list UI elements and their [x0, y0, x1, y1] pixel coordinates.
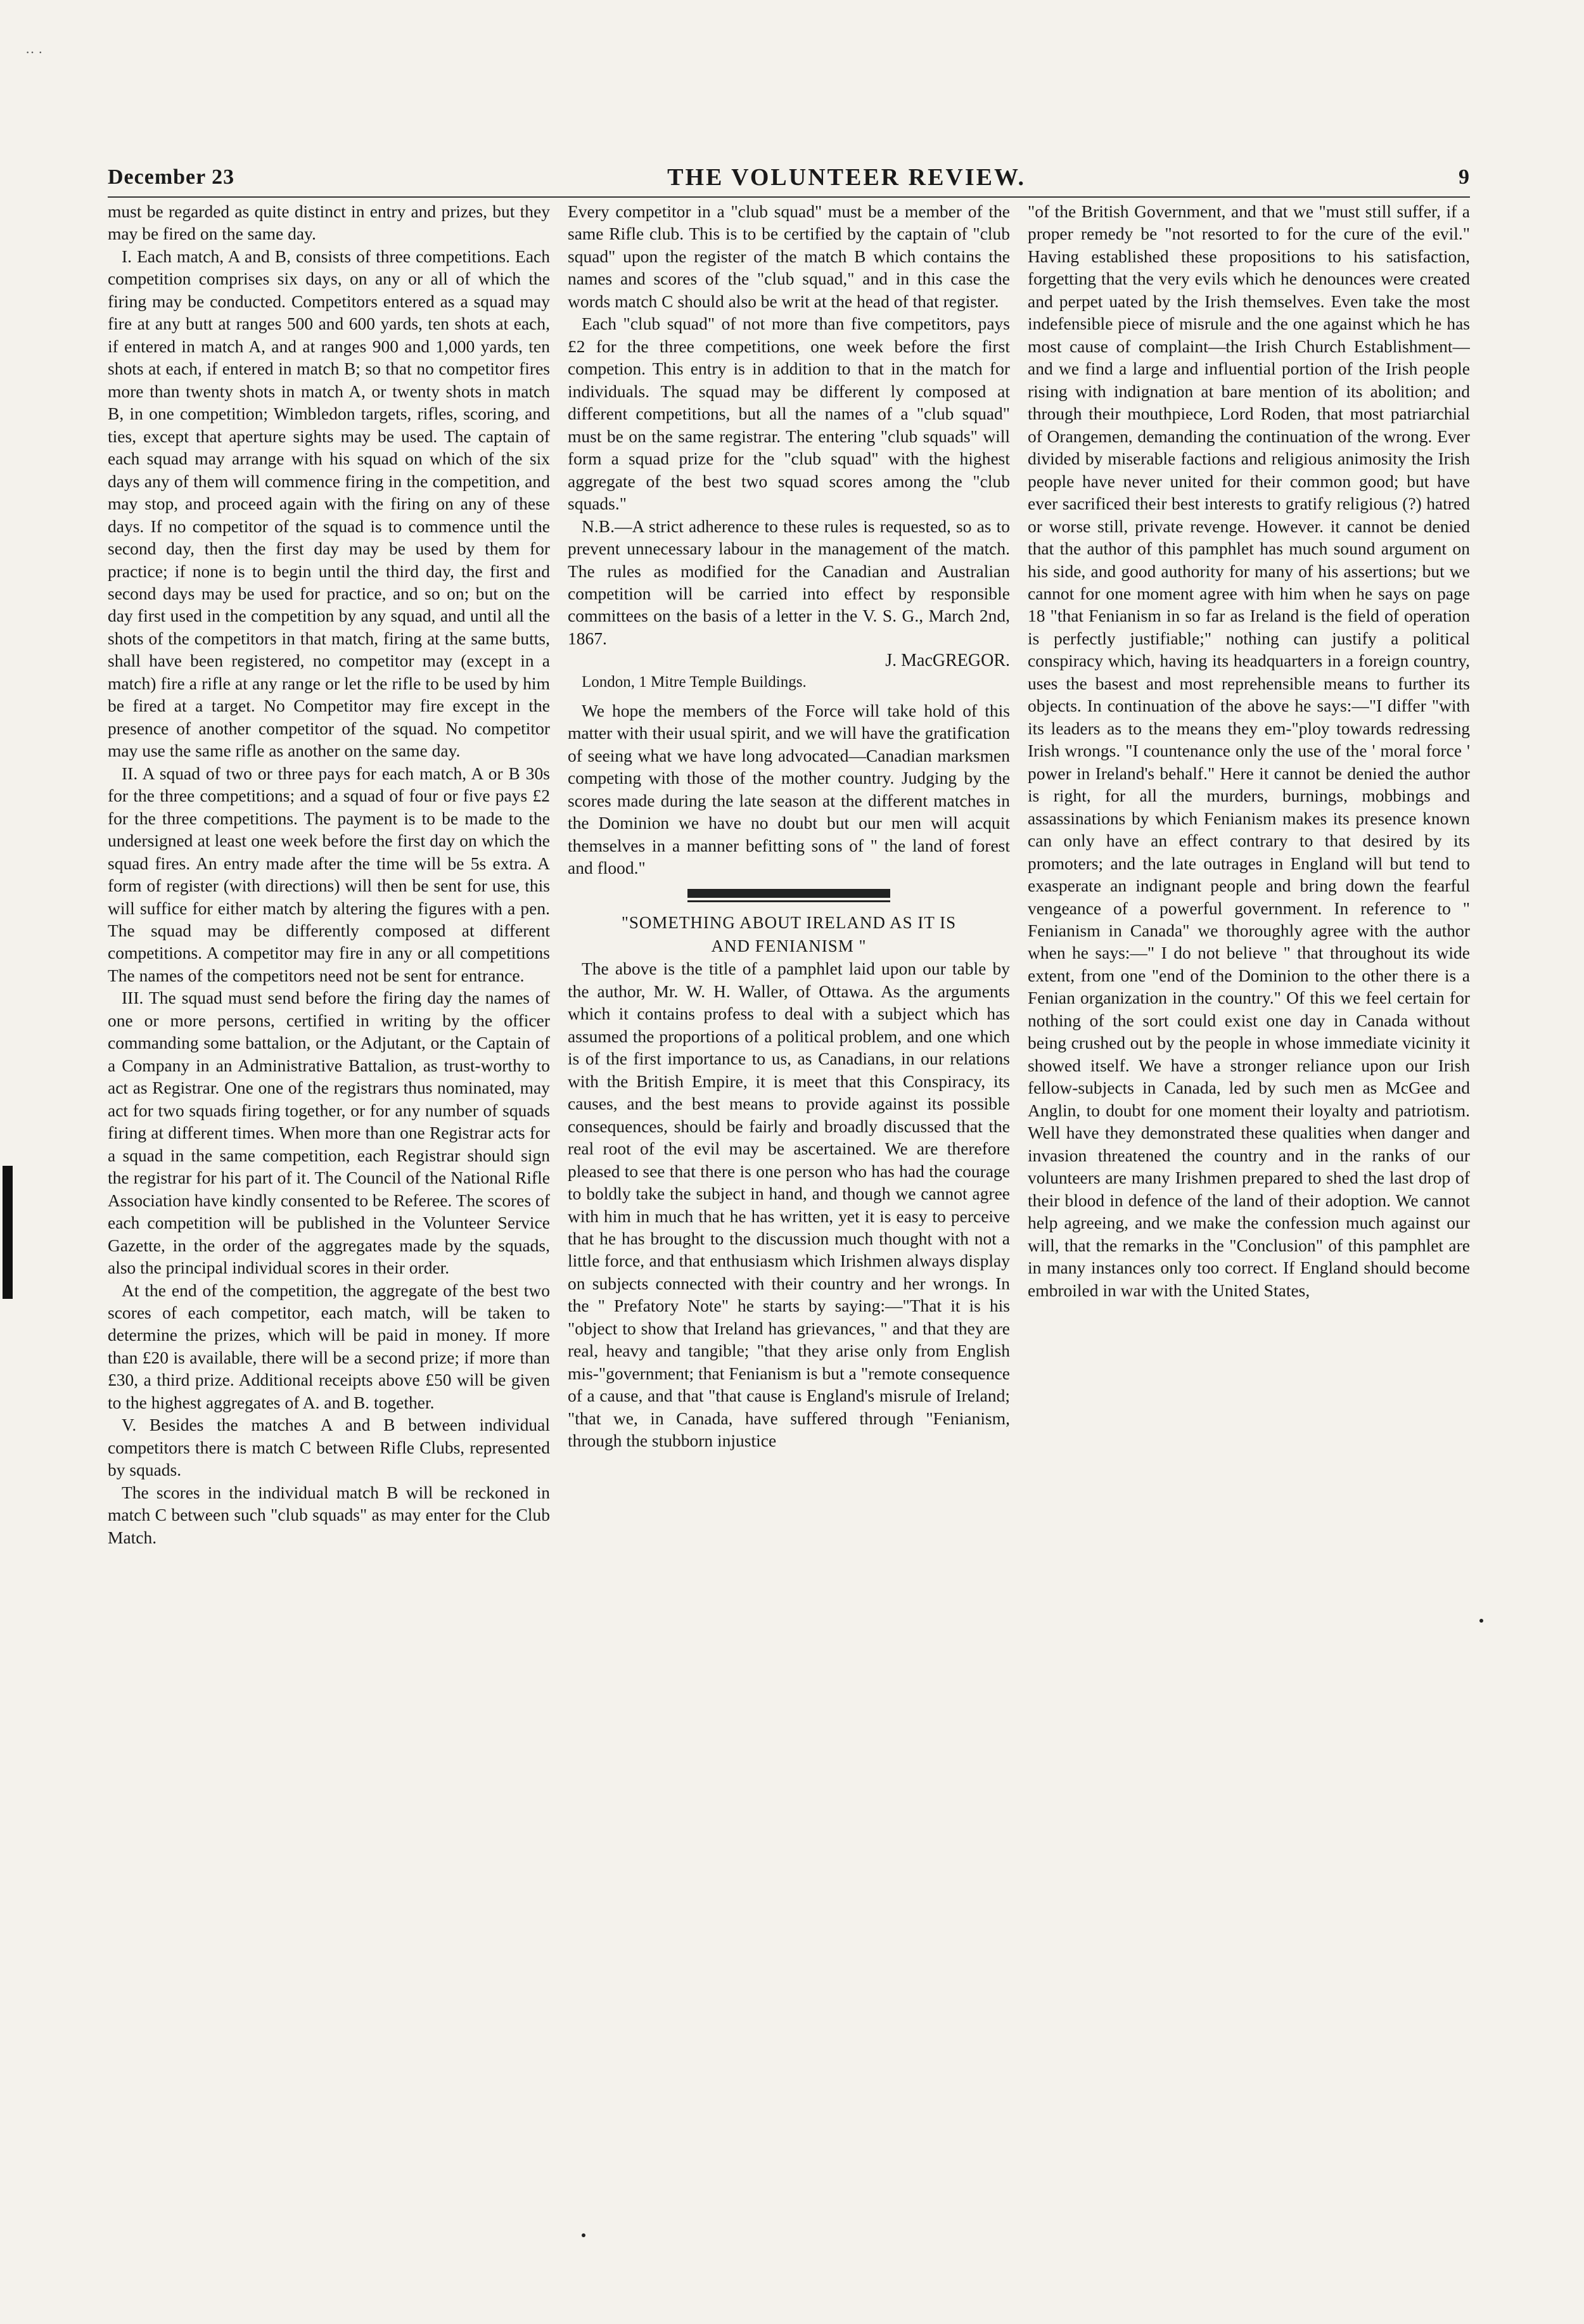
stray-dot — [582, 2233, 585, 2237]
ink-smudge — [3, 1166, 13, 1299]
article-heading — [568, 911, 1010, 957]
stray-dot — [1479, 1619, 1483, 1623]
newspaper-page — [108, 158, 1470, 2199]
text-columns — [108, 200, 1470, 2196]
paragraph: N.B.—A strict adherence to these rules is requested, so as to prevent unnecessary labour in the management of the match. The rules as modified for the Canadian and Australian competition will be carried into effect by responsible committees on the basis of a letter in the V. S. G., March 2nd, 1867. — [568, 516, 1010, 648]
section-divider — [687, 889, 890, 902]
header-title: THE VOLUNTEER REVIEW. — [667, 164, 1026, 191]
signature: J. MacGREGOR. — [885, 651, 1010, 671]
header-date: December 23 — [108, 165, 235, 189]
paragraph: The above is the title of a pamphlet laid upon our table by the author, Mr. W. H. Waller, of Ottawa. As the arguments which it contains profess to deal with a subject which has assumed the proportions of a political problem, and one which is of the first importance to us, as Canadians, in our relations with the British Empire, it is meet that this Conspiracy, its causes, and the best means to provide against its possible consequences, should be fairly and broadly discussed that the real root of the evil may be ascertained. We are therefore pleased to see that there is one person who has had the courage to boldly take the subject in hand, and though we cannot agree with him in much that he has written, yet it is easy to perceive that he has brought to the discussion much thought with not a little force, and that enthusiasm which Irishmen always display on subjects connected with their country and her wrongs. In the " Prefatory Note" he starts by saying:—"That it is his "object to show that Ireland has grievances, " and that they are real, heavy and tangible; "that they arise only from English mis-"government; that Fenianism is but a "remote consequence of a cause, and that "that cause is England's misrule of Ireland; "that we, in Canada, have suffered through "Fenianism, through the stubborn injustice — [568, 959, 1010, 1451]
page-corner-mark: ·· · — [25, 44, 43, 60]
paragraph: V. Besides the matches A and B between individual competitors there is match C between Rifle Clubs, represented by squads. — [108, 1415, 550, 1480]
article-heading-line: "SOMETHING ABOUT IRELAND AS IT IS — [621, 913, 957, 933]
paragraph: The scores in the individual match B will be reckoned in match C between such "club squads" as may enter for the Club Match. — [108, 1482, 550, 1547]
paragraph: "of the British Government, and that we "must still suffer, if a proper remedy be "not resorted to for the cure of the evil." Having established these propositions to his satisfaction, forgetting that the very evils which he denounces were created and perpet uated by the Irish themselves. Even take the most indefensible piece of misrule and the one against which he has most cause of complaint—the Irish Church Establishment—and we find a large and influential portion of the Irish people rising with indignation at bare mention of its abolition; and through their mouthpiece, Lord Roden, that most patriarchial of Orangemen, demanding the continuation of the wrong. Ever divided by miserable factions and religious animosity the Irish people have never united for their common good; but have ever sacrificed their best interests to gratify religious (?) hatred or worse still, private revenge. However. it cannot be denied that the author of this pamphlet has much sound argument on his side, and good authority for many of his assertions; but we cannot for one moment agree with him when he says on page 18 "that Fenianism in so far as Ireland is the field of operation is perfectly justifiable;" nothing can justify a political conspiracy which, having its headquarters in a foreign country, uses the basest and most reprehensible means to further its objects. In continuation of the above he says:—"I differ "with its leaders as to the means they em-"ploy towards redressing Irish wrongs. "I countenance only the use of the ' moral force ' power in Ireland's behalf." Here it cannot be denied the author is right, for all the murders, burnings, mobbings and assassinations by which Fenianism makes its presence known can only have an effect contrary to that desired by its promoters; and the late outrages in England will but tend to exasperate an indignant people and bring down the fearful vengeance of a powerful government. In reference to " Fenianism in Canada" we thoroughly agree with the author when he says:—" I do not believe " that throughout its wide extent, from one "end of the Dominion to the other there is a Fenian organization in the country." Of this we feel certain for nothing of the sort could exist one day in Canada without being crushed out by the people in whose immediate vicinity it showed itself. We have a stronger reliance upon our Irish fellow-subjects in Canada, led by such men as McGee and Anglin, to doubt for one moment their loyalty and patriotism. Well have they demonstrated these qualities when danger and invasion threatened the country and in the ranks of our volunteers are many Irishmen prepared to shed the last drop of their blood in defence of the land of their adoption. We cannot help agreeing, and we make the confession much against our will, that the remarks in the "Conclusion" of this pamphlet are in many instances only too correct. If England should become embroiled in war with the United States, — [1028, 201, 1470, 1300]
paragraph: II. A squad of two or three pays for each match, A or B 30s for the three competitions; and a squad of four or five pays £2 for the three competitions. The payment is to be made to the undersigned at least one week before the first day on which the squad fires. An entry made after the time will be 5s extra. A form of register (with directions) will then be sent for use, this will suffice for either match by altering the figures with a pen. The squad may be differently composed at different competitions. A competitor may fire in any or all competitions The names of the competitors need not be sent for entrance. — [108, 763, 550, 985]
paragraph: Each "club squad" of not more than five competitors, pays £2 for the three competitions, one week before the first competion. This entry is in addition to that in the match for individuals. The squad may be different ly composed at different competitions, but all the names of a "club squad" must be on the same registrar. The entering "club squads" will form a squad prize for the "club squad" with the highest aggregate of the best two squad scores among the "club squads." — [568, 314, 1010, 514]
paragraph: At the end of the competition, the aggregate of the best two scores of each competitor, each match, will be taken to determine the prizes, which will be paid in money. If more than £20 is available, there will be a second prize; if more than £30, a third prize. Additional receipts above £50 will be given to the highest aggregates of A. and B. together. — [108, 1280, 550, 1412]
address: London, 1 Mitre Temple Buildings. — [582, 674, 807, 691]
paragraph: Every competitor in a "club squad" must be a member of the same Rifle club. This is to be certified by the captain of "club squad" upon the register of the match B which contains the names and scores of the "club squad," and in this case the words match C should also be writ at the head of that register. — [568, 201, 1010, 311]
paragraph: III. The squad must send before the firing day the names of one or more persons, certified in writing by the officer commanding some battalion, or the Adjutant, or the Captain of a Company in an Administrative Battalion, as trust-worthy to act as Registrar. One one of the registrars thus nominated, may act for two squads firing together, or for any number of squads firing at different times. When more than one Registrar acts for a squad in the same competition, each Registrar should sign the registrar for his part of it. The Council of the National Rifle Association have kindly consented to be Referee. The scores of each competition will be published in the Volunteer Service Gazette, in the order of the aggregates made by the squads, also the principal individual scores in their order. — [108, 988, 550, 1278]
paragraph: I. Each match, A and B, consists of three competitions. Each competition comprises six days, on any or all of which the firing may be conducted. Competitors entered as a squad may fire at any butt at ranges 500 and 600 yards, ten shots at each, if entered in match A, and at ranges 900 and 1,000 yards, ten shots at each, if entered in match B; so that no competitor fires more than twenty shots in match A, or twenty shots in match B, in one competition; Wimbledon targets, rifles, scoring, and ties, except that aperture sights may be used. The captain of each squad may arrange with his squad on which of the six days any of them will commence firing in the competition, and may stop, and proceed again with the firing on any of these days. If no competitor of the squad is to commence until the second day, then the first day may be used by them for practice; if none is to begin until the third day, the first and second days may be used for practice, and so on; but on the day first used in the competition by any squad, and until all the shots of the competitors in that match, firing at the same butts, shall have been registered, no competitor may (except in a match) fire a rifle at any range or let the rifle to be used by him be fired at a target. No Competitor may fire except in the presence of another competitor of the squad. No competitor may use the same rifle as another on the same day. — [108, 246, 550, 761]
article-heading-line: AND FENIANISM " — [711, 936, 867, 955]
page-header — [108, 158, 1470, 198]
paragraph: We hope the members of the Force will take hold of this matter with their usual spirit, and we will have the gratification of seeing what we have long advocated—Canadian marksmen competing with those of the mother country. Judging by the scores made during the late season at the different matches in the Dominion we have no doubt but our men will acquit themselves in a manner befitting sons of " the land of forest and flood." — [568, 700, 1010, 878]
column-2 — [568, 200, 1010, 2196]
column-1 — [108, 200, 550, 2196]
header-page-number: 9 — [1458, 165, 1470, 189]
paragraph: must be regarded as quite distinct in entry and prizes, but they may be fired on the same day. — [108, 201, 550, 244]
column-3 — [1028, 200, 1470, 2196]
